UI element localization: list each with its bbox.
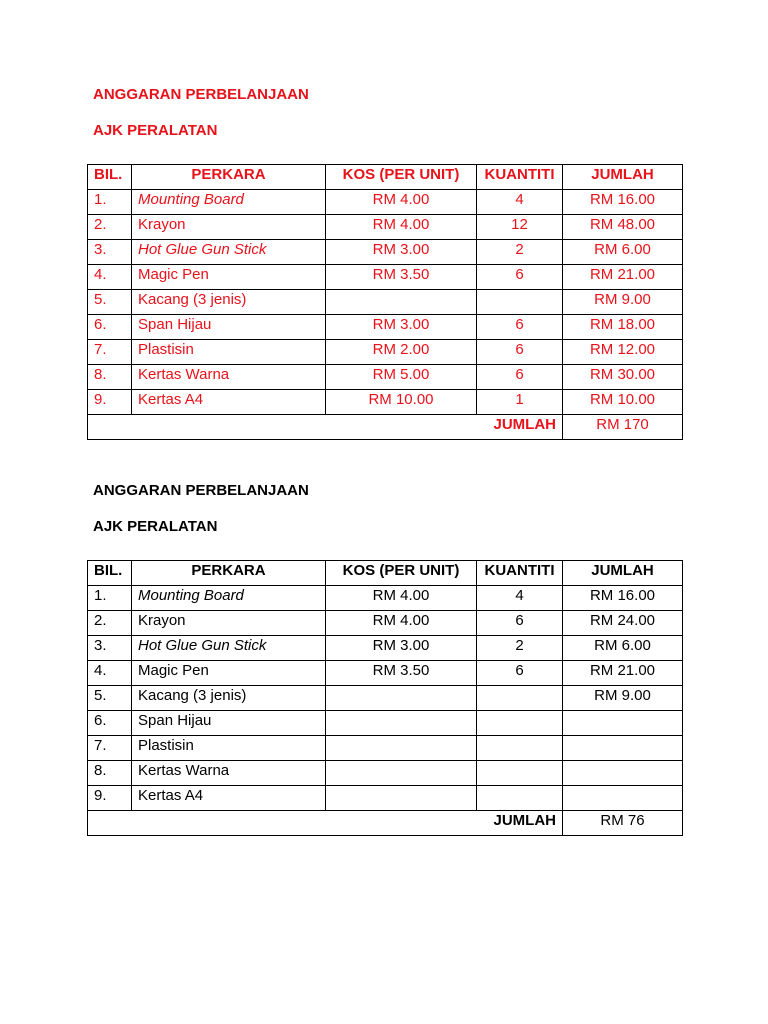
budget-section-1 <box>87 86 682 440</box>
cell-bil: 2. <box>88 611 132 636</box>
cell-kuantiti <box>477 711 563 736</box>
cell-kuantiti <box>477 290 563 315</box>
table-row <box>88 736 683 761</box>
table-row <box>88 711 683 736</box>
cell-kos: RM 3.00 <box>326 315 477 340</box>
cell-kos: RM 2.00 <box>326 340 477 365</box>
cell-jumlah: RM 16.00 <box>563 190 683 215</box>
cell-perkara: Kertas A4 <box>132 390 326 415</box>
cell-bil: 9. <box>88 390 132 415</box>
cell-perkara: Span Hijau <box>132 315 326 340</box>
cell-jumlah: RM 9.00 <box>563 290 683 315</box>
cell-bil: 8. <box>88 365 132 390</box>
cell-bil: 4. <box>88 265 132 290</box>
cell-kos: RM 3.00 <box>326 636 477 661</box>
cell-jumlah: RM 6.00 <box>563 240 683 265</box>
cell-jumlah: RM 21.00 <box>563 265 683 290</box>
cell-jumlah: RM 12.00 <box>563 340 683 365</box>
table-row <box>88 611 683 636</box>
cell-bil: 3. <box>88 240 132 265</box>
cell-kuantiti: 1 <box>477 390 563 415</box>
cell-bil: 6. <box>88 711 132 736</box>
cell-perkara: Kacang (3 jenis) <box>132 686 326 711</box>
cell-kos <box>326 736 477 761</box>
cell-kos: RM 4.00 <box>326 586 477 611</box>
cell-kuantiti: 2 <box>477 240 563 265</box>
cell-perkara: Krayon <box>132 611 326 636</box>
cell-jumlah: RM 24.00 <box>563 611 683 636</box>
cell-bil: 5. <box>88 290 132 315</box>
cell-kuantiti <box>477 786 563 811</box>
cell-kuantiti: 6 <box>477 365 563 390</box>
table-row <box>88 265 683 290</box>
cell-kos <box>326 711 477 736</box>
section-subtitle: AJK PERALATAN <box>93 518 218 535</box>
budget-table <box>87 164 683 440</box>
header-kuantiti: KUANTITI <box>477 165 563 190</box>
cell-kos: RM 3.50 <box>326 265 477 290</box>
cell-kos: RM 4.00 <box>326 190 477 215</box>
table-header-row <box>88 165 683 190</box>
table-row <box>88 390 683 415</box>
cell-kuantiti: 6 <box>477 611 563 636</box>
cell-bil: 1. <box>88 190 132 215</box>
cell-perkara: Hot Glue Gun Stick <box>132 636 326 661</box>
header-bil: BIL. <box>88 561 132 586</box>
cell-perkara: Span Hijau <box>132 711 326 736</box>
cell-kos: RM 3.50 <box>326 661 477 686</box>
cell-perkara: Kacang (3 jenis) <box>132 290 326 315</box>
cell-kuantiti: 6 <box>477 661 563 686</box>
cell-jumlah <box>563 711 683 736</box>
cell-bil: 8. <box>88 761 132 786</box>
cell-jumlah: RM 21.00 <box>563 661 683 686</box>
cell-perkara: Magic Pen <box>132 661 326 686</box>
cell-bil: 7. <box>88 736 132 761</box>
cell-bil: 6. <box>88 315 132 340</box>
cell-jumlah: RM 9.00 <box>563 686 683 711</box>
cell-bil: 7. <box>88 340 132 365</box>
table-header-row <box>88 561 683 586</box>
cell-kos: RM 3.00 <box>326 240 477 265</box>
cell-kuantiti <box>477 761 563 786</box>
cell-bil: 5. <box>88 686 132 711</box>
header-perkara: PERKARA <box>132 561 326 586</box>
table-row <box>88 786 683 811</box>
cell-jumlah: RM 48.00 <box>563 215 683 240</box>
section-title: ANGGARAN PERBELANJAAN <box>93 482 309 499</box>
cell-kuantiti <box>477 736 563 761</box>
cell-perkara: Plastisin <box>132 736 326 761</box>
cell-perkara: Kertas A4 <box>132 786 326 811</box>
cell-kuantiti: 6 <box>477 265 563 290</box>
cell-kos: RM 4.00 <box>326 215 477 240</box>
cell-jumlah: RM 30.00 <box>563 365 683 390</box>
table-row <box>88 290 683 315</box>
cell-kuantiti <box>477 686 563 711</box>
table-row <box>88 661 683 686</box>
cell-kuantiti: 12 <box>477 215 563 240</box>
table-total-row <box>88 415 683 440</box>
table-row <box>88 190 683 215</box>
cell-perkara: Kertas Warna <box>132 365 326 390</box>
table-row <box>88 215 683 240</box>
total-label: JUMLAH <box>88 415 563 440</box>
cell-jumlah: RM 18.00 <box>563 315 683 340</box>
table-total-row <box>88 811 683 836</box>
cell-perkara: Kertas Warna <box>132 761 326 786</box>
cell-jumlah <box>563 786 683 811</box>
cell-jumlah: RM 6.00 <box>563 636 683 661</box>
cell-kuantiti: 6 <box>477 340 563 365</box>
header-bil: BIL. <box>88 165 132 190</box>
budget-table <box>87 560 683 836</box>
cell-perkara: Hot Glue Gun Stick <box>132 240 326 265</box>
header-perkara: PERKARA <box>132 165 326 190</box>
section-subtitle: AJK PERALATAN <box>93 122 218 139</box>
total-value: RM 76 <box>563 811 683 836</box>
cell-kuantiti: 4 <box>477 586 563 611</box>
cell-bil: 3. <box>88 636 132 661</box>
cell-perkara: Plastisin <box>132 340 326 365</box>
cell-kuantiti: 4 <box>477 190 563 215</box>
header-kos: KOS (PER UNIT) <box>326 165 477 190</box>
header-kuantiti: KUANTITI <box>477 561 563 586</box>
cell-perkara: Mounting Board <box>132 586 326 611</box>
cell-perkara: Krayon <box>132 215 326 240</box>
table-row <box>88 365 683 390</box>
cell-bil: 1. <box>88 586 132 611</box>
cell-bil: 2. <box>88 215 132 240</box>
table-row <box>88 636 683 661</box>
table-row <box>88 340 683 365</box>
cell-kos <box>326 786 477 811</box>
cell-kuantiti: 6 <box>477 315 563 340</box>
header-jumlah: JUMLAH <box>563 165 683 190</box>
cell-kos: RM 5.00 <box>326 365 477 390</box>
total-label: JUMLAH <box>88 811 563 836</box>
section-title: ANGGARAN PERBELANJAAN <box>93 86 309 103</box>
cell-jumlah: RM 10.00 <box>563 390 683 415</box>
total-value: RM 170 <box>563 415 683 440</box>
budget-section-2 <box>87 482 682 836</box>
cell-kos <box>326 686 477 711</box>
cell-jumlah <box>563 736 683 761</box>
table-row <box>88 686 683 711</box>
cell-bil: 9. <box>88 786 132 811</box>
table-row <box>88 240 683 265</box>
table-row <box>88 586 683 611</box>
header-kos: KOS (PER UNIT) <box>326 561 477 586</box>
cell-kos <box>326 290 477 315</box>
cell-bil: 4. <box>88 661 132 686</box>
cell-kos: RM 4.00 <box>326 611 477 636</box>
cell-jumlah: RM 16.00 <box>563 586 683 611</box>
cell-kos <box>326 761 477 786</box>
table-row <box>88 761 683 786</box>
cell-perkara: Mounting Board <box>132 190 326 215</box>
cell-jumlah <box>563 761 683 786</box>
cell-kuantiti: 2 <box>477 636 563 661</box>
table-row <box>88 315 683 340</box>
cell-kos: RM 10.00 <box>326 390 477 415</box>
cell-perkara: Magic Pen <box>132 265 326 290</box>
header-jumlah: JUMLAH <box>563 561 683 586</box>
